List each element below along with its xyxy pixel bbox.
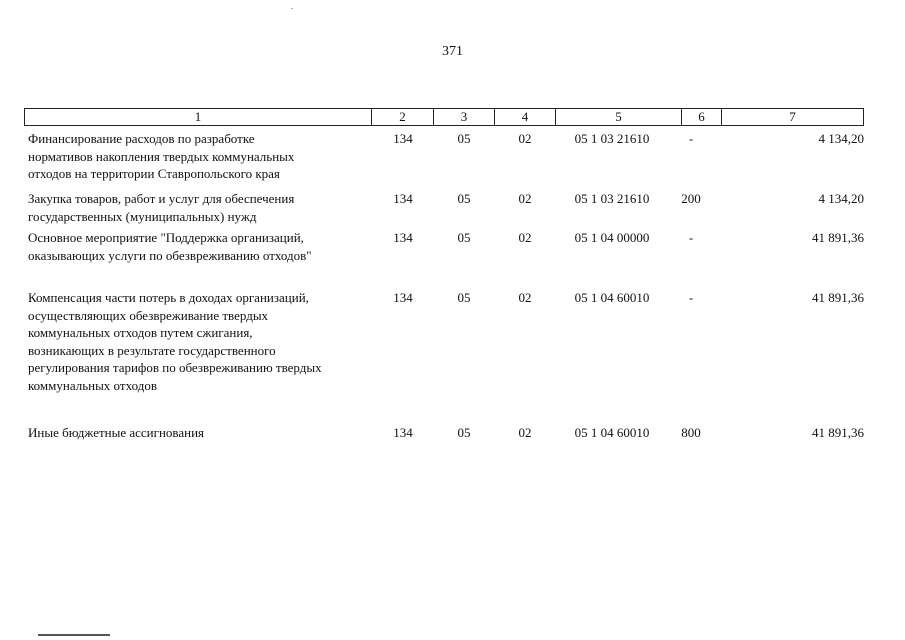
row-name: Иные бюджетные ассигнования — [28, 425, 205, 440]
row-subsection: 02 — [518, 191, 532, 206]
header-col-3: 3 — [434, 109, 495, 125]
row-code: 134 — [393, 131, 413, 146]
row-type: 200 — [681, 191, 701, 206]
row-target: 05 1 04 60010 — [574, 290, 650, 305]
row-subsection: 02 — [518, 290, 532, 305]
row-code: 134 — [393, 290, 413, 305]
row-section: 05 — [457, 290, 471, 305]
row-section: 05 — [457, 191, 471, 206]
header-col-6: 6 — [682, 109, 722, 125]
row-subsection: 02 — [518, 425, 532, 440]
row-amount: 41 891,36 — [812, 230, 864, 245]
header-col-7: 7 — [789, 109, 796, 124]
row-amount: 4 134,20 — [818, 191, 864, 206]
row-code: 134 — [393, 191, 413, 206]
row-name: Компенсация части потерь в доходах организаций, осуществляющих обезвреживание твердых коммунальных отходов путем сжигания, возникающих в результате государственного регулирования тарифов по обезвреживанию твердых коммунальных отходов — [28, 290, 322, 393]
row-name: Финансирование расходов по разработке нормативов накопления твердых коммунальных отходов на территории Ставропольского края — [28, 131, 295, 181]
row-amount: 4 134,20 — [818, 131, 864, 146]
page-number: 371 — [442, 44, 463, 59]
row-target: 05 1 03 21610 — [574, 131, 650, 146]
header-col-4: 4 — [495, 109, 556, 125]
row-section: 05 — [457, 425, 471, 440]
row-name: Закупка товаров, работ и услуг для обеспечения государственных (муниципальных) нужд — [28, 191, 295, 224]
row-code: 134 — [393, 425, 413, 440]
header-col-5: 5 — [556, 109, 682, 125]
scan-speck — [291, 8, 293, 9]
row-target: 05 1 04 00000 — [574, 230, 650, 245]
row-name: Основное мероприятие "Поддержка организаций, оказывающих услуги по обезвреживанию отходов" — [28, 230, 312, 263]
header-col-1: 1 — [25, 109, 372, 125]
scan-edge-line — [38, 634, 110, 636]
row-subsection: 02 — [518, 131, 532, 146]
row-type: - — [688, 290, 694, 305]
header-col-2: 2 — [372, 109, 434, 125]
row-subsection: 02 — [518, 230, 532, 245]
row-code: 134 — [393, 230, 413, 245]
row-amount: 41 891,36 — [812, 425, 864, 440]
row-target: 05 1 04 60010 — [574, 425, 650, 440]
row-section: 05 — [457, 230, 471, 245]
row-type: - — [688, 131, 694, 146]
row-amount: 41 891,36 — [812, 290, 864, 305]
row-target: 05 1 03 21610 — [574, 191, 650, 206]
row-type: 800 — [681, 425, 701, 440]
row-type: - — [688, 230, 694, 245]
row-section: 05 — [457, 131, 471, 146]
table-header — [24, 108, 864, 126]
